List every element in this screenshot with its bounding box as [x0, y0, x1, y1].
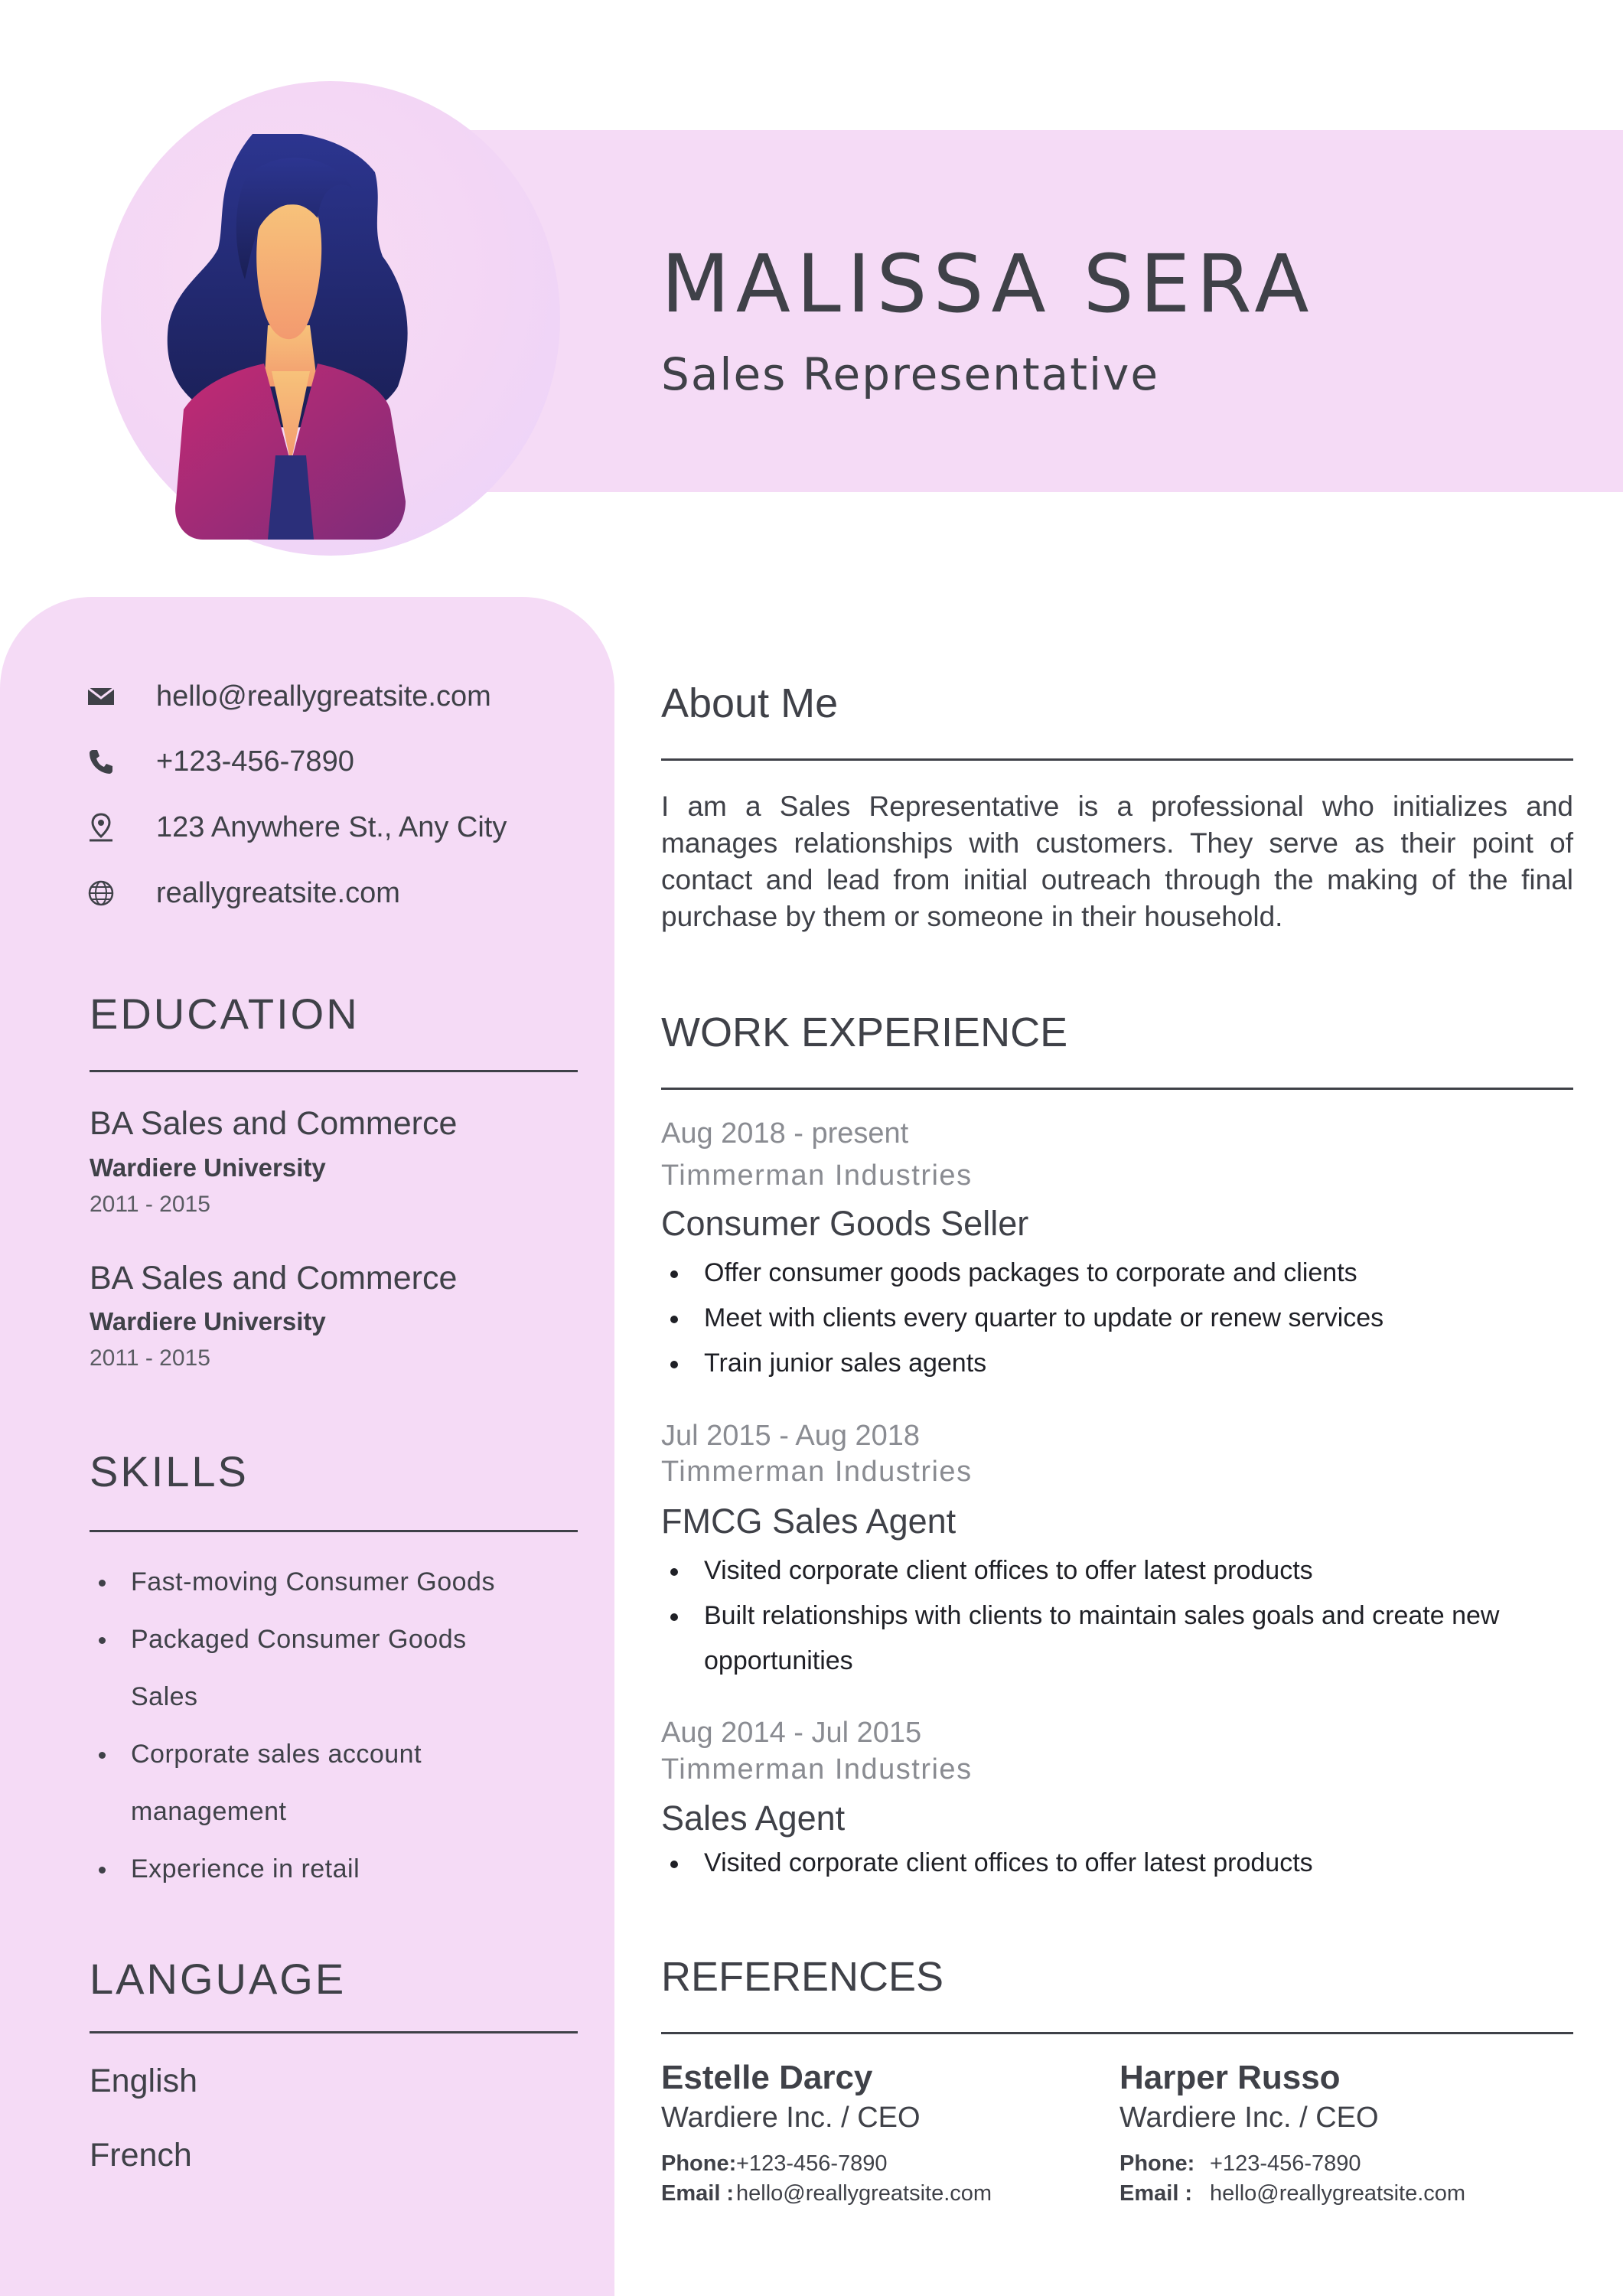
skill-item: Corporate sales account management: [90, 1726, 483, 1841]
job-date: Jul 2015 - Aug 2018: [661, 1420, 921, 1452]
education-heading: EDUCATION: [90, 990, 360, 1038]
job-company: Timmerman Industries: [661, 1159, 973, 1192]
references-heading: REFERENCES: [661, 1954, 944, 2000]
education-school: Wardiere University: [90, 1307, 326, 1336]
job-title: Consumer Goods Seller: [661, 1204, 1029, 1243]
reference-phone-value: +123-456-7890: [1210, 2151, 1361, 2176]
reference-phone-value: +123-456-7890: [736, 2151, 888, 2176]
language-divider: [90, 2031, 578, 2033]
job-date: Aug 2014 - Jul 2015: [661, 1717, 922, 1749]
skills-divider: [90, 1530, 578, 1532]
reference-phone: [1119, 2151, 1465, 2177]
contact-address-text: 123 Anywhere St., Any City: [156, 810, 507, 843]
contact-address: [86, 804, 507, 850]
job-bullets: [661, 1841, 1573, 1886]
skills-heading: SKILLS: [90, 1447, 249, 1495]
avatar: [153, 134, 536, 543]
candidate-name: MALISSA SERA: [661, 237, 1315, 331]
education-years: 2011 - 2015: [90, 1192, 210, 1217]
envelope-icon: [86, 681, 116, 712]
job-bullets: [661, 1548, 1541, 1684]
contact-phone-text: +123-456-7890: [156, 745, 354, 778]
reference-phone-label: Phone:: [661, 2151, 737, 2176]
reference-email: [1119, 2181, 1465, 2206]
skill-item: Packaged Consumer Goods Sales: [90, 1611, 529, 1726]
references-divider: [661, 2032, 1573, 2034]
education-degree: BA Sales and Commerce: [90, 1260, 458, 1296]
job-bullet: Offer consumer goods packages to corporate and clients: [661, 1251, 1573, 1296]
job-bullet: Train junior sales agents: [661, 1341, 1573, 1386]
reference-name: Harper Russo: [1119, 2059, 1341, 2096]
education-divider: [90, 1070, 578, 1072]
job-date: Aug 2018 - present: [661, 1117, 909, 1150]
education-school: Wardiere University: [90, 1153, 326, 1182]
location-pin-icon: [86, 812, 116, 843]
job-bullets: [661, 1251, 1573, 1386]
contact-email-text: hello@reallygreatsite.com: [156, 680, 491, 713]
contact-email: [86, 673, 491, 719]
phone-icon: [86, 746, 116, 777]
skills-list: [90, 1554, 579, 1898]
contact-website: [86, 870, 400, 916]
reference-name: Estelle Darcy: [661, 2059, 873, 2096]
reference-email-label: Email :: [1119, 2181, 1193, 2206]
about-text: I am a Sales Representative is a professional who initializes and manages relationships with customers. They serve as their point of contact and lead from initial outreach through the making of the final purchase by them or someone in their household.: [661, 791, 1573, 932]
reference-phone: [661, 2151, 992, 2177]
education-years: 2011 - 2015: [90, 1345, 210, 1371]
job-bullet: Built relationships with clients to maintain sales goals and create new opportunities: [661, 1593, 1541, 1684]
language-item: English: [90, 2063, 198, 2099]
contact-phone: [86, 739, 354, 784]
about-divider: [661, 758, 1573, 761]
about-heading: About Me: [661, 680, 839, 726]
job-title: FMCG Sales Agent: [661, 1502, 957, 1541]
skill-item: Experience in retail: [90, 1841, 579, 1898]
reference-email-value: hello@reallygreatsite.com: [736, 2181, 992, 2206]
language-item: French: [90, 2137, 192, 2174]
globe-icon: [86, 878, 116, 908]
reference-email-value: hello@reallygreatsite.com: [1210, 2181, 1466, 2206]
work-heading: WORK EXPERIENCE: [661, 1009, 1068, 1055]
job-company: Timmerman Industries: [661, 1456, 973, 1488]
reference-card: [1119, 2059, 1465, 2206]
reference-org: Wardiere Inc. / CEO: [661, 2102, 921, 2134]
reference-phone-label: Phone:: [1119, 2151, 1195, 2176]
job-bullet: Visited corporate client offices to offer latest products: [661, 1548, 1541, 1593]
reference-email-label: Email :: [661, 2181, 735, 2206]
job-bullet: Visited corporate client offices to offer latest products: [661, 1841, 1573, 1886]
reference-org: Wardiere Inc. / CEO: [1119, 2102, 1379, 2134]
job-bullet: Meet with clients every quarter to update or renew services: [661, 1296, 1573, 1341]
candidate-role: Sales Representative: [661, 348, 1160, 400]
contact-website-text: reallygreatsite.com: [156, 876, 400, 909]
language-heading: LANGUAGE: [90, 1955, 347, 2003]
work-divider: [661, 1088, 1573, 1090]
reference-card: [661, 2059, 992, 2206]
education-degree: BA Sales and Commerce: [90, 1105, 458, 1142]
reference-email: [661, 2181, 992, 2206]
job-company: Timmerman Industries: [661, 1753, 973, 1786]
skill-item: Fast-moving Consumer Goods: [90, 1554, 579, 1611]
job-title: Sales Agent: [661, 1799, 846, 1838]
